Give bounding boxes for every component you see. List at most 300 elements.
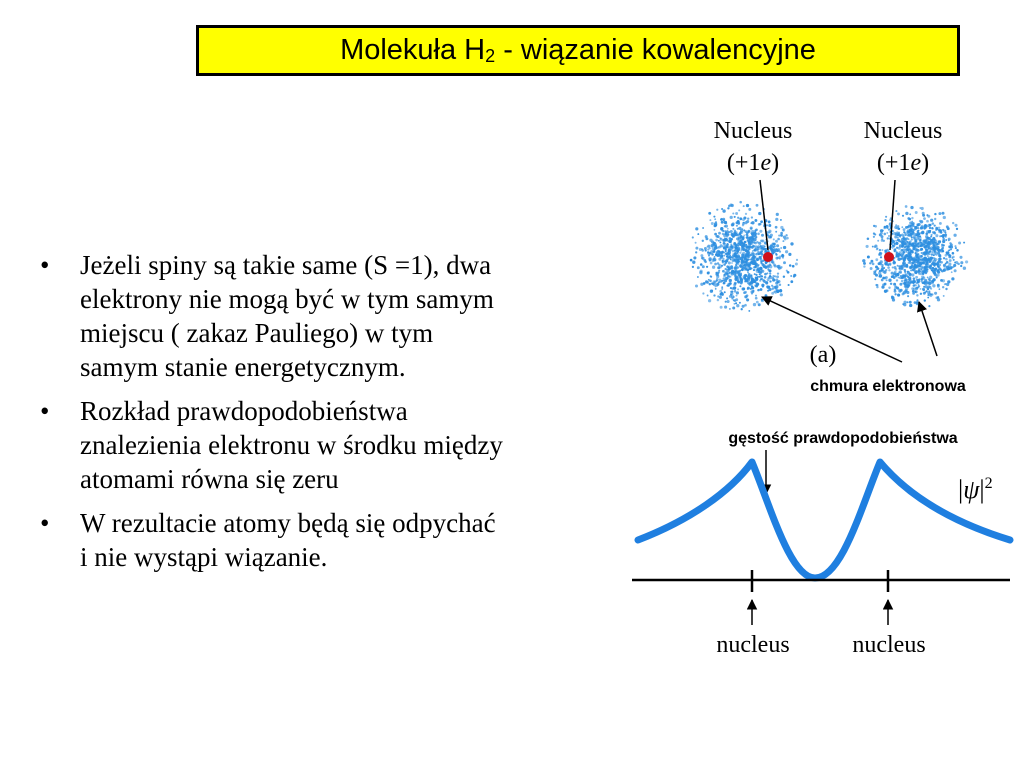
electron-dot (713, 229, 715, 231)
bullet-line: • Rozkład prawdopodobieństwa (80, 396, 408, 426)
electron-dot (713, 216, 715, 218)
electron-dot (715, 224, 718, 227)
electron-dot (772, 278, 775, 281)
electron-dot (739, 217, 742, 220)
electron-dot (960, 265, 962, 267)
electron-dot (744, 267, 747, 270)
electron-dot (901, 280, 903, 282)
electron-dot (934, 258, 937, 261)
electron-dot (913, 280, 916, 283)
electron-dot (764, 273, 767, 276)
electron-dot (765, 250, 767, 252)
electron-dot (942, 247, 945, 250)
electron-dot (782, 228, 785, 231)
electron-dot (758, 270, 761, 273)
electron-dot (702, 265, 705, 268)
electron-dot (727, 243, 729, 245)
electron-dot (904, 275, 907, 278)
electron-dot (727, 300, 730, 303)
electron-dot (725, 248, 727, 250)
electron-dot (769, 273, 771, 275)
electron-dot (786, 270, 788, 272)
bullet-line: • W rezultacie atomy będą się odpychać (80, 508, 496, 538)
electron-dot (935, 227, 938, 230)
electron-dot (739, 252, 741, 254)
electron-dot (912, 268, 915, 271)
electron-dot (774, 245, 776, 247)
electron-dot (774, 275, 776, 277)
electron-dot (708, 299, 711, 302)
electron-dot (924, 299, 926, 301)
electron-dot (757, 289, 760, 292)
electron-dot (714, 218, 716, 220)
electron-dot (775, 281, 778, 284)
electron-dot (920, 249, 922, 251)
electron-dot (761, 299, 764, 302)
electron-dot (743, 205, 745, 207)
electron-dot (742, 256, 744, 258)
electron-dot (952, 252, 954, 254)
electron-dot (747, 231, 749, 233)
electron-dot (721, 286, 723, 288)
electron-dot (724, 306, 727, 309)
electron-dot (718, 264, 721, 267)
electron-dot (909, 240, 911, 242)
electron-dot (760, 248, 763, 251)
electron-dot (764, 245, 766, 247)
electron-dot (721, 288, 723, 290)
electron-dot (761, 234, 764, 237)
electron-dot (892, 245, 894, 247)
electron-dot (735, 298, 738, 301)
electron-dot (948, 255, 951, 258)
electron-dot (743, 235, 745, 237)
electron-dot (749, 268, 751, 270)
electron-dot (735, 212, 738, 215)
electron-dot (737, 248, 740, 251)
electron-dot (930, 241, 932, 243)
electron-dot (716, 272, 719, 275)
electron-dot (782, 240, 784, 242)
electron-dot (950, 267, 952, 269)
electron-dot (886, 279, 888, 281)
electron-dot (754, 231, 756, 233)
electron-dot (707, 248, 709, 250)
electron-dot (759, 223, 761, 225)
electron-dot (876, 284, 878, 286)
electron-dot (796, 259, 798, 261)
electron-dot (926, 214, 928, 216)
bullet-line: i nie wystąpi wiązanie. (80, 542, 328, 572)
electron-dot (931, 227, 933, 229)
electron-dot (714, 256, 716, 258)
electron-dot (949, 259, 952, 262)
electron-dot (897, 294, 900, 297)
electron-dot (924, 244, 927, 247)
electron-dot (879, 253, 882, 256)
electron-dot (915, 290, 918, 293)
electron-dot (948, 238, 951, 241)
electron-dot (731, 273, 734, 276)
electron-dot (888, 269, 890, 271)
electron-dot (777, 290, 780, 293)
electron-dot (761, 278, 763, 280)
electron-dot (737, 255, 740, 258)
electron-dot (898, 265, 900, 267)
electron-dot (712, 266, 715, 269)
electron-dot (862, 259, 865, 262)
electron-dot (746, 264, 748, 266)
electron-dot (917, 244, 920, 247)
electron-dot (710, 276, 712, 278)
electron-dot (755, 219, 758, 222)
electron-dot (726, 297, 728, 299)
electron-dot (912, 262, 914, 264)
electron-dot (736, 246, 738, 248)
electron-dot (902, 215, 904, 217)
electron-dot (756, 204, 759, 207)
electron-dot (901, 249, 904, 252)
electron-dot (788, 284, 790, 286)
nucleus-dot-right (884, 252, 894, 262)
electron-dot (742, 248, 745, 251)
electron-dot (775, 288, 777, 290)
electron-dot (923, 286, 925, 288)
electron-dot (762, 264, 765, 267)
electron-dot (892, 266, 894, 268)
electron-dot (734, 216, 736, 218)
electron-dot (753, 303, 756, 306)
electron-dot (887, 266, 890, 269)
electron-dot (700, 283, 703, 286)
cloud-caption: chmura elektronowa (810, 378, 966, 395)
electron-dot (729, 308, 731, 310)
electron-dot (912, 243, 915, 246)
electron-dot (722, 258, 724, 260)
electron-dot (695, 251, 697, 253)
electron-dot (899, 244, 902, 247)
electron-dot (915, 265, 918, 268)
electron-dot (901, 268, 903, 270)
electron-dot (894, 266, 897, 269)
electron-dot (775, 253, 777, 255)
electron-dot (769, 263, 772, 266)
electron-dot (745, 213, 747, 215)
electron-dot (870, 260, 873, 263)
electron-dot (932, 284, 935, 287)
electron-dot (755, 297, 758, 300)
electron-dot (932, 271, 935, 274)
electron-dot (711, 241, 714, 244)
nucleus-label-left-line1: Nucleus (713, 118, 793, 144)
electron-dot (875, 258, 878, 261)
electron-dot (893, 262, 896, 265)
electron-dot (748, 245, 750, 247)
electron-dot (946, 251, 949, 254)
electron-dot (728, 272, 730, 274)
electron-dot (875, 274, 878, 277)
electron-dot (918, 270, 920, 272)
electron-dot (727, 234, 729, 236)
electron-dot (890, 283, 892, 285)
electron-dot (743, 229, 745, 231)
electron-dot (755, 277, 758, 280)
electron-dot (930, 248, 932, 250)
electron-dot (938, 212, 941, 215)
electron-dot (728, 256, 731, 259)
electron-dot (942, 235, 945, 238)
electron-dot (898, 276, 900, 278)
density-caption: gęstość prawdopodobieństwa (728, 430, 958, 447)
electron-dot (909, 254, 911, 256)
electron-dot (867, 238, 870, 241)
electron-dot (731, 238, 733, 240)
bullet-line: atomami równa się zeru (80, 464, 339, 494)
electron-dot (735, 275, 737, 277)
electron-cloud-right (862, 205, 968, 309)
electron-dot (886, 225, 888, 227)
electron-dot (726, 230, 729, 233)
electron-dot (773, 263, 776, 266)
electron-dot (779, 289, 782, 292)
electron-dot (735, 264, 737, 266)
electron-dot (919, 241, 922, 244)
electron-dot (910, 235, 912, 237)
electron-dot (768, 220, 771, 223)
electron-dot (760, 262, 762, 264)
electron-dot (907, 217, 910, 220)
electron-dot (711, 244, 714, 247)
electron-dot (713, 250, 715, 252)
electron-dot (695, 242, 697, 244)
electron-dot (948, 250, 950, 252)
electron-dot (912, 231, 915, 234)
electron-dot (934, 232, 937, 235)
electron-dot (781, 254, 784, 257)
electron-dot (729, 203, 732, 206)
electron-dot (925, 248, 928, 251)
electron-dot (942, 279, 945, 282)
electron-dot (920, 288, 922, 290)
electron-dot (776, 213, 779, 216)
electron-dot (712, 247, 715, 250)
electron-dot (895, 274, 897, 276)
electron-dot (750, 227, 752, 229)
electron-dot (747, 255, 750, 258)
electron-dot (776, 275, 779, 278)
electron-dot (692, 266, 694, 268)
electron-dot (732, 253, 734, 255)
electron-dot (770, 248, 773, 251)
electron-dot (881, 235, 884, 238)
electron-dot (711, 253, 714, 256)
electron-dot (757, 264, 759, 266)
electron-dot (911, 217, 913, 219)
electron-dot (718, 240, 720, 242)
electron-dot (725, 272, 728, 275)
electron-dot (923, 227, 925, 229)
electron-dot (911, 273, 914, 276)
electron-dot (904, 280, 907, 283)
electron-dot (929, 224, 931, 226)
electron-dot (954, 245, 956, 247)
electron-dot (718, 258, 721, 261)
electron-dot (692, 261, 695, 264)
electron-dot (919, 235, 921, 237)
electron-dot (746, 204, 749, 207)
electron-dot (897, 239, 900, 242)
electron-dot (768, 269, 770, 271)
cloud-arrow-right (919, 302, 937, 356)
electron-dot (894, 243, 896, 245)
electron-dot (955, 247, 957, 249)
electron-dot (892, 247, 894, 249)
electron-dot (770, 234, 773, 237)
electron-dot (872, 246, 874, 248)
electron-dot (916, 294, 918, 296)
electron-dot (921, 207, 924, 210)
electron-dot (702, 292, 704, 294)
electron-dot (704, 261, 707, 264)
electron-dot (907, 301, 909, 303)
electron-dot (874, 225, 877, 228)
electron-dot (914, 301, 917, 304)
electron-dot (752, 254, 754, 256)
electron-dot (725, 301, 727, 303)
electron-dot (929, 227, 931, 229)
electron-dot (777, 248, 780, 251)
electron-dot (701, 249, 704, 252)
electron-dot (756, 249, 759, 252)
electron-dot (745, 249, 748, 252)
electron-dot (730, 258, 732, 260)
electron-dot (930, 219, 933, 222)
electron-dot (899, 236, 901, 238)
electron-dot (874, 233, 876, 235)
electron-dot (761, 270, 764, 273)
electron-dot (925, 241, 928, 244)
electron-dot (730, 243, 732, 245)
electron-dot (759, 230, 762, 233)
electron-dot (768, 231, 770, 233)
electron-dot (888, 229, 890, 231)
electron-dot (753, 260, 756, 263)
electron-dot (906, 241, 908, 243)
electron-dot (905, 264, 908, 267)
electron-dot (754, 284, 757, 287)
electron-dot (715, 285, 717, 287)
electron-dot (715, 253, 718, 256)
electron-dot (775, 240, 778, 243)
electron-dot (722, 233, 725, 236)
electron-dot (750, 240, 753, 243)
electron-dot (785, 250, 788, 253)
electron-dot (911, 239, 913, 241)
electron-dot (695, 227, 698, 230)
electron-dot (766, 281, 769, 284)
electron-dot (731, 287, 734, 290)
electron-dot (903, 239, 906, 242)
electron-dot (783, 275, 785, 277)
electron-dot (747, 271, 749, 273)
electron-dot (724, 268, 726, 270)
electron-dot (873, 270, 876, 273)
electron-dot (735, 244, 737, 246)
electron-dot (757, 267, 760, 270)
electron-dot (877, 240, 879, 242)
electron-dot (897, 234, 900, 237)
electron-dot (890, 217, 892, 219)
electron-dot (732, 234, 734, 236)
electron-dot (945, 288, 947, 290)
electron-dot (748, 248, 750, 250)
electron-dot (720, 238, 723, 241)
electron-dot (729, 282, 732, 285)
electron-dot (751, 261, 754, 264)
electron-dot (880, 260, 883, 263)
electron-dot (914, 233, 917, 236)
electron-dot (933, 242, 936, 245)
electron-dot (889, 219, 891, 221)
electron-dot (893, 274, 895, 276)
electron-dot (730, 292, 733, 295)
electron-dot (716, 247, 718, 249)
electron-dot (744, 221, 747, 224)
electron-dot (913, 287, 916, 290)
electron-dot (910, 269, 912, 271)
electron-dot (710, 262, 713, 265)
title-rest: - wiązanie kowalencyjne (495, 34, 816, 66)
electron-dot (892, 240, 895, 243)
electron-dot (735, 250, 737, 252)
electron-dot (716, 279, 718, 281)
electron-dot (709, 283, 711, 285)
electron-dot (723, 282, 725, 284)
electron-dot (748, 208, 751, 211)
electron-dot (699, 271, 702, 274)
bullet-line: • Jeżeli spiny są takie same (S =1), dwa (80, 250, 492, 280)
electron-dot (950, 248, 952, 250)
electron-dot (742, 238, 745, 241)
electron-dot (746, 237, 748, 239)
title-subscript: 2 (485, 46, 496, 66)
electron-dot (902, 235, 904, 237)
electron-dot (920, 220, 923, 223)
electron-dot (924, 280, 927, 283)
electron-dot (697, 233, 699, 235)
electron-dot (948, 245, 951, 248)
electron-dot (903, 258, 906, 261)
electron-dot (931, 251, 933, 253)
electron-dot (737, 288, 739, 290)
electron-dot (956, 228, 958, 230)
electron-dot (895, 242, 898, 245)
electron-dot (896, 231, 898, 233)
electron-dot (760, 288, 763, 291)
electron-dot (780, 232, 783, 235)
electron-dot (909, 243, 911, 245)
electron-dot (919, 261, 922, 264)
electron-dot (720, 244, 723, 247)
electron-dot (755, 295, 757, 297)
electron-dot (705, 249, 707, 251)
electron-dot (960, 261, 963, 264)
electron-dot (783, 261, 786, 264)
electron-dot (730, 265, 733, 268)
electron-dot (709, 279, 712, 282)
electron-dot (874, 246, 876, 248)
electron-dot (956, 249, 959, 252)
